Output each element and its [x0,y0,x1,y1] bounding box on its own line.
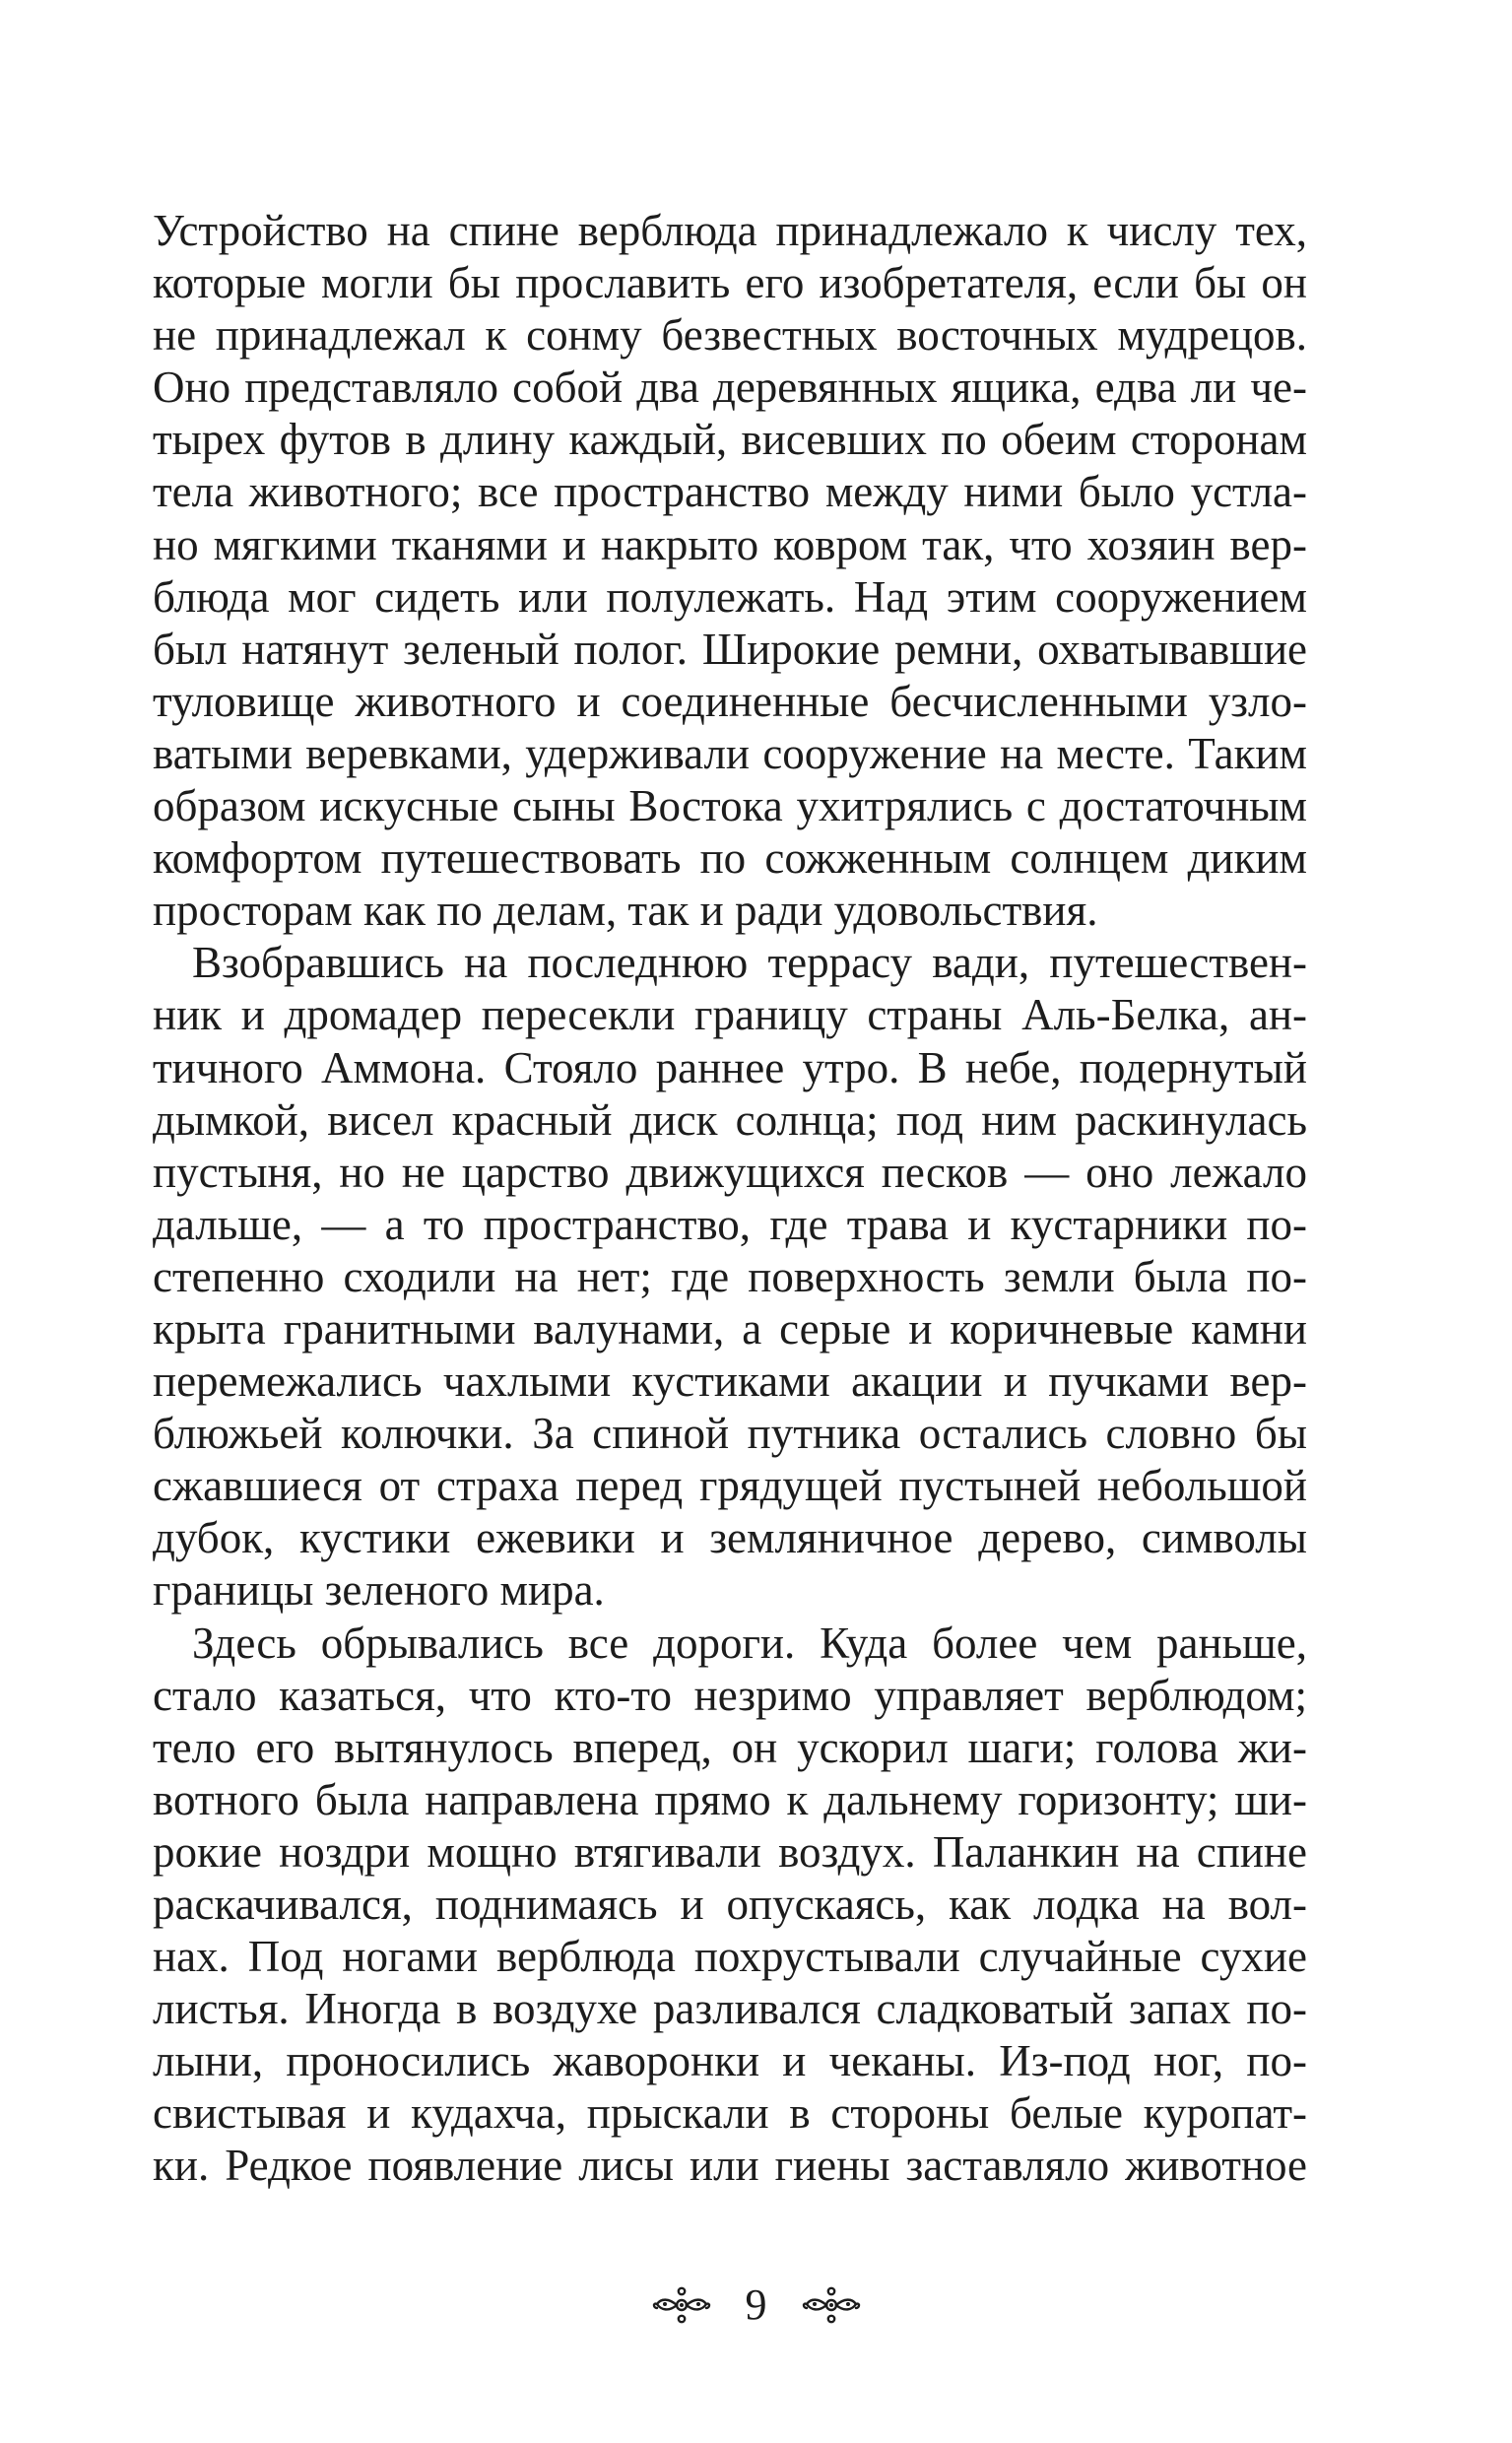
text-line: которые могли бы прославить его изобретателя, если бы он [153,258,1307,308]
text-line: перемежались чахлыми кустиками акации и пучками вер- [153,1356,1307,1407]
text-line: туловище животного и соединенные бесчисленными узло- [153,676,1307,726]
text-line: комфортом путешествовать по сожженным солнцем диким [153,833,1307,884]
paragraph [153,205,1307,937]
text-line: Устройство на спине верблюда принадлежало к числу тех, [153,206,1307,255]
text-line: дымкой, висел красный диск солнца; под ним раскинулась [153,1094,1307,1145]
page-number: 9 [745,2280,767,2329]
text-line: был натянут зеленый полог. Широкие ремни, охватывавшие [153,624,1307,674]
text-line: границы зеленого мира. [153,1565,605,1616]
text-line: просторам как по делам, так и ради удовольствия. [153,886,1098,936]
fleuron-left-icon [651,2284,712,2326]
fleuron-right-icon [801,2284,862,2326]
text-line: нах. Под ногами верблюда похрустывали случайные сухие [153,1932,1307,1982]
text-line: блюда мог сидеть или полулежать. Над этим сооружением [153,571,1307,622]
text-line: лыни, проносились жаворонки и чеканы. Из-под ног, по- [153,2036,1307,2086]
page-footer [0,2271,1512,2340]
body-text [153,205,1307,2193]
text-line: тело его вытянулось вперед, он ускорил шаги; голова жи- [153,1722,1307,1772]
text-line: тичного Аммона. Стояло раннее утро. В небе, подернутый [153,1042,1307,1092]
text-line: но мягкими тканями и накрыто ковром так, что хозяин вер- [153,519,1307,569]
text-line: стало казаться, что кто-то незримо управляет верблюдом; [153,1670,1307,1720]
text-line: ки. Редкое появление лисы или гиены заставляло животное [153,2141,1307,2191]
text-line: Взобравшись на последнюю террасу вади, путешествен- [192,938,1307,988]
text-line: свистывая и кудахча, прыскали в стороны белые куропат- [153,2088,1307,2139]
text-line: тела животного; все пространство между ними было устла- [153,467,1307,517]
text-line: Оно представляло собой два деревянных ящика, едва ли че- [153,363,1307,413]
text-line: образом искусные сыны Востока ухитрялись с достаточным [153,781,1307,831]
text-line: тырех футов в длину каждый, висевших по обеим сторонам [153,415,1307,465]
text-line: вотного была направлена прямо к дальнему горизонту; ши- [153,1774,1307,1824]
text-line: раскачивался, поднимаясь и опускаясь, как лодка на вол- [153,1880,1307,1929]
text-line: ватыми веревками, удерживали сооружение на месте. Таким [153,728,1307,778]
text-line: ник и дромадер пересекли границу страны Аль-Белка, ан- [153,990,1307,1040]
text-line: рокие ноздри мощно втягивали воздух. Паланкин на спине [153,1826,1307,1877]
text-line: сжавшиеся от страха перед грядущей пустыней небольшой [153,1461,1307,1511]
paragraph [153,1618,1307,2193]
text-line: пустыня, но не царство движущихся песков — оно лежало [153,1147,1307,1197]
text-line: листья. Иногда в воздухе разливался сладковатый запах по- [153,1984,1307,2034]
text-line: Здесь обрывались все дороги. Куда более чем раньше, [192,1618,1307,1668]
text-line: дальше, — а то пространство, где трава и кустарники по- [153,1199,1307,1249]
paragraph [153,937,1307,1617]
text-line: дубок, кустики ежевики и земляничное дерево, символы [153,1513,1307,1563]
text-line: степенно сходили на нет; где поверхность земли была по- [153,1251,1307,1301]
text-line: крыта гранитными валунами, а серые и коричневые камни [153,1303,1307,1354]
text-line: не принадлежал к сонму безвестных восточных мудрецов. [153,310,1307,361]
text-line: блюжьей колючки. За спиной путника остались словно бы [153,1409,1307,1459]
